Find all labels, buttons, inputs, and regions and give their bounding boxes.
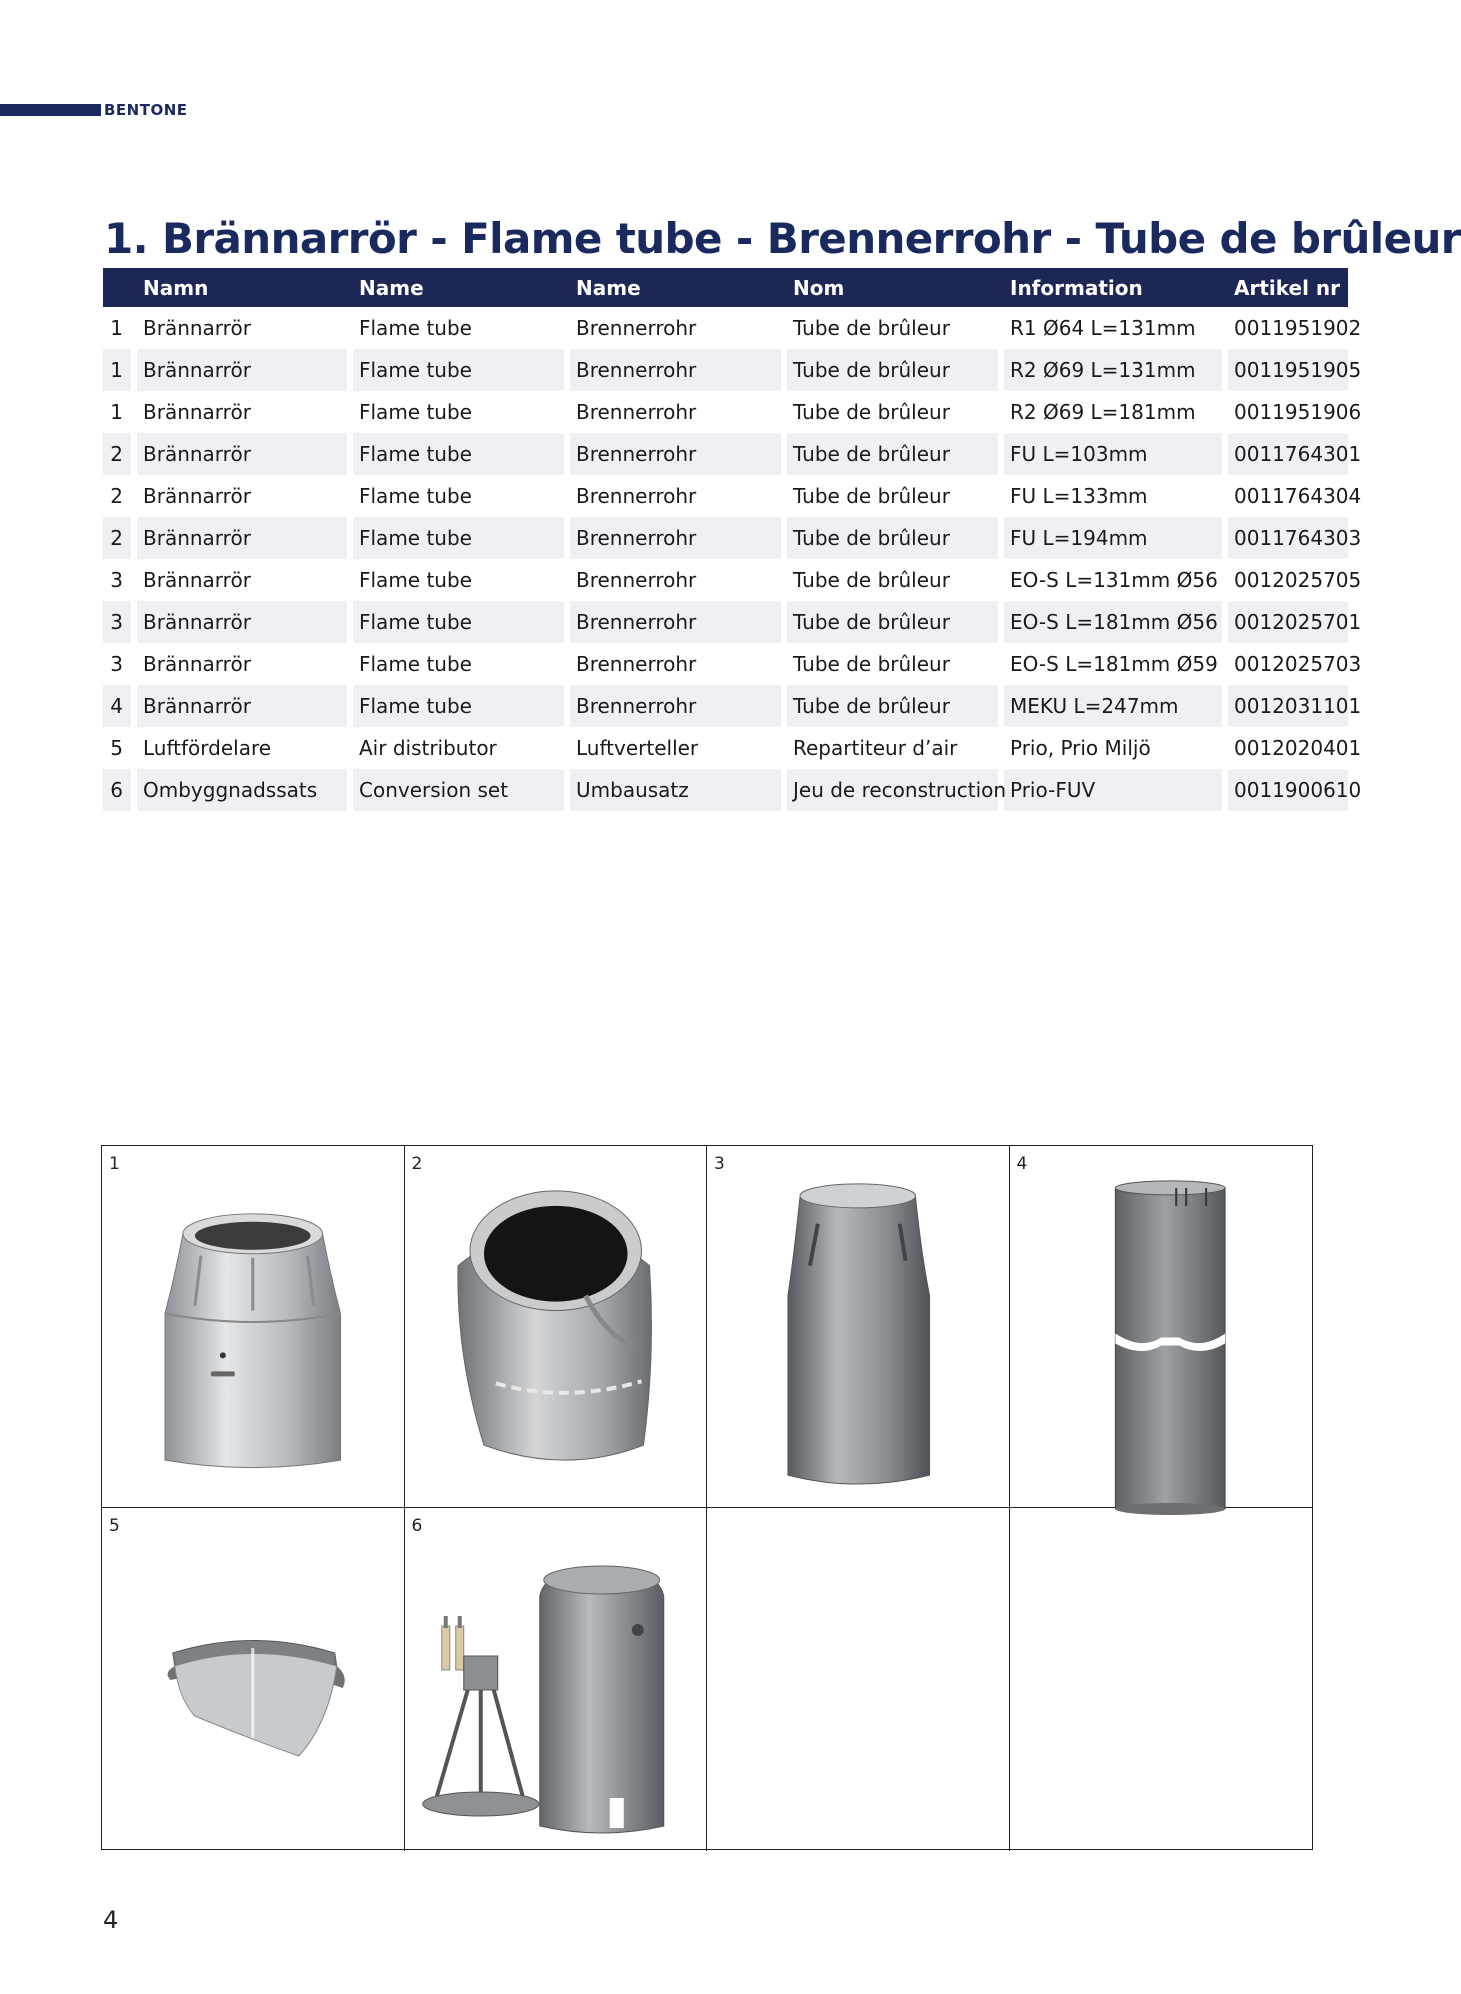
cell-name-en: Air distributor bbox=[353, 727, 570, 769]
air-distributor-icon bbox=[102, 1508, 404, 1851]
conversion-set-icon bbox=[405, 1508, 707, 1851]
cell-nom: Tube de brûleur bbox=[787, 307, 1004, 349]
cell-nom: Tube de brûleur bbox=[787, 517, 1004, 559]
cell-name-de: Brennerrohr bbox=[570, 559, 787, 601]
cell-nom: Tube de brûleur bbox=[787, 643, 1004, 685]
cell-nom: Jeu de reconstruction bbox=[787, 769, 1004, 811]
photo-grid bbox=[101, 1145, 1313, 1850]
cell-name-de: Brennerrohr bbox=[570, 475, 787, 517]
cell-num: 1 bbox=[103, 307, 137, 349]
cell-nom: Tube de brûleur bbox=[787, 349, 1004, 391]
photo-cell bbox=[405, 1146, 708, 1508]
parts-table bbox=[103, 268, 1362, 811]
table-row bbox=[103, 475, 1348, 517]
table-row bbox=[103, 349, 1348, 391]
cell-namn: Brännarrör bbox=[137, 307, 353, 349]
cell-artikel-nr: 0011764304 bbox=[1234, 484, 1362, 508]
table-row bbox=[103, 643, 1348, 685]
table-row bbox=[103, 769, 1348, 811]
cell-nom: Tube de brûleur bbox=[787, 601, 1004, 643]
cell-information: EO-S L=131mm Ø56 bbox=[1004, 559, 1228, 601]
cell-information: FU L=133mm bbox=[1004, 475, 1228, 517]
cell-name-en: Flame tube bbox=[353, 601, 570, 643]
header-cell-artikel-nr: Artikel nr bbox=[1228, 268, 1348, 307]
photo-cell-empty bbox=[707, 1508, 1010, 1851]
cell-name-de: Brennerrohr bbox=[570, 433, 787, 475]
header-cell-name-en: Name bbox=[353, 268, 570, 307]
cell-name-de: Brennerrohr bbox=[570, 643, 787, 685]
cell-nom: Tube de brûleur bbox=[787, 433, 1004, 475]
table-row bbox=[103, 685, 1348, 727]
cell-name-en: Conversion set bbox=[353, 769, 570, 811]
cell-artikel-nr: 0012020401 bbox=[1234, 736, 1362, 760]
cell-namn: Brännarrör bbox=[137, 517, 353, 559]
header-cell-information: Information bbox=[1004, 268, 1228, 307]
cell-artikel-nr: 0011900610 bbox=[1228, 769, 1348, 811]
cell-information: Prio, Prio Miljö bbox=[1004, 727, 1228, 769]
cell-name-en: Flame tube bbox=[353, 391, 570, 433]
cell-artikel-nr: 0012025701 bbox=[1228, 601, 1348, 643]
brand-bar bbox=[0, 104, 101, 116]
cell-namn: Luftfördelare bbox=[137, 727, 353, 769]
photo-cell bbox=[405, 1508, 708, 1851]
cell-information: MEKU L=247mm bbox=[1004, 685, 1228, 727]
cell-name-en: Flame tube bbox=[353, 475, 570, 517]
table-header-row bbox=[103, 268, 1348, 307]
cell-artikel-nr: 0011951906 bbox=[1234, 400, 1362, 424]
brand-name: BENTONE bbox=[104, 101, 188, 119]
cell-name-de: Brennerrohr bbox=[570, 307, 787, 349]
cell-artikel-nr: 0011764303 bbox=[1228, 517, 1348, 559]
photo-number: 2 bbox=[411, 1154, 423, 1174]
table-row bbox=[103, 601, 1348, 643]
cell-nom: Tube de brûleur bbox=[787, 475, 1004, 517]
cell-name-en: Flame tube bbox=[353, 643, 570, 685]
table-row bbox=[103, 307, 1348, 349]
table-row bbox=[103, 517, 1348, 559]
cell-artikel-nr: 0011951902 bbox=[1234, 316, 1362, 340]
cell-namn: Brännarrör bbox=[137, 559, 353, 601]
cell-namn: Brännarrör bbox=[137, 433, 353, 475]
flame-tube-r-icon bbox=[102, 1146, 404, 1507]
cell-namn: Brännarrör bbox=[137, 643, 353, 685]
cell-artikel-nr: 0012031101 bbox=[1228, 685, 1348, 727]
photo-cell bbox=[1010, 1146, 1313, 1508]
cell-name-de: Umbausatz bbox=[570, 769, 787, 811]
cell-information: EO-S L=181mm Ø56 bbox=[1004, 601, 1228, 643]
photo-number: 4 bbox=[1016, 1154, 1028, 1174]
cell-num: 3 bbox=[103, 601, 137, 643]
cell-namn: Brännarrör bbox=[137, 349, 353, 391]
cell-num: 2 bbox=[103, 517, 137, 559]
cell-name-en: Flame tube bbox=[353, 349, 570, 391]
cell-name-de: Brennerrohr bbox=[570, 349, 787, 391]
header-cell-namn: Namn bbox=[137, 268, 353, 307]
cell-artikel-nr: 0011764301 bbox=[1228, 433, 1348, 475]
page-number: 4 bbox=[103, 1906, 119, 1934]
cell-nom: Tube de brûleur bbox=[787, 391, 1004, 433]
cell-artikel-nr: 0011951905 bbox=[1228, 349, 1348, 391]
page-title: 1. Brännarrör - Flame tube - Brennerrohr - Tube de brûleur bbox=[104, 214, 1461, 263]
cell-name-de: Brennerrohr bbox=[570, 517, 787, 559]
cell-nom: Tube de brûleur bbox=[787, 685, 1004, 727]
cell-name-en: Flame tube bbox=[353, 433, 570, 475]
cell-artikel-nr: 0012025703 bbox=[1234, 652, 1362, 676]
cell-namn: Brännarrör bbox=[137, 685, 353, 727]
header-cell-name-de: Name bbox=[570, 268, 787, 307]
cell-namn: Brännarrör bbox=[137, 601, 353, 643]
cell-name-de: Brennerrohr bbox=[570, 685, 787, 727]
table-row bbox=[103, 433, 1348, 475]
cell-artikel-nr: 0012025705 bbox=[1234, 568, 1362, 592]
photo-number: 1 bbox=[109, 1154, 120, 1174]
cell-information: R1 Ø64 L=131mm bbox=[1004, 307, 1228, 349]
cell-name-en: Flame tube bbox=[353, 559, 570, 601]
table-row bbox=[103, 727, 1348, 769]
cell-num: 2 bbox=[103, 433, 137, 475]
photo-number: 6 bbox=[411, 1516, 423, 1536]
cell-num: 1 bbox=[103, 391, 137, 433]
cell-num: 3 bbox=[103, 643, 137, 685]
photo-cell-empty bbox=[1010, 1508, 1313, 1851]
photo-number: 3 bbox=[714, 1154, 725, 1174]
flame-tube-meku-icon bbox=[1010, 1146, 1313, 1507]
flame-tube-eos-icon bbox=[707, 1146, 1009, 1507]
cell-num: 3 bbox=[103, 559, 137, 601]
cell-num: 5 bbox=[103, 727, 137, 769]
cell-nom: Tube de brûleur bbox=[787, 559, 1004, 601]
cell-information: FU L=194mm bbox=[1004, 517, 1228, 559]
photo-number: 5 bbox=[109, 1516, 120, 1536]
cell-namn: Brännarrör bbox=[137, 475, 353, 517]
cell-information: R2 Ø69 L=181mm bbox=[1004, 391, 1228, 433]
cell-nom: Repartiteur d’air bbox=[787, 727, 1004, 769]
cell-name-de: Brennerrohr bbox=[570, 391, 787, 433]
table-row bbox=[103, 559, 1348, 601]
cell-name-en: Flame tube bbox=[353, 517, 570, 559]
cell-num: 4 bbox=[103, 685, 137, 727]
photo-cell bbox=[707, 1146, 1010, 1508]
photo-cell bbox=[102, 1508, 405, 1851]
cell-namn: Brännarrör bbox=[137, 391, 353, 433]
cell-num: 6 bbox=[103, 769, 137, 811]
cell-information: FU L=103mm bbox=[1004, 433, 1228, 475]
cell-information: EO-S L=181mm Ø59 bbox=[1004, 643, 1228, 685]
cell-num: 1 bbox=[103, 349, 137, 391]
cell-name-en: Flame tube bbox=[353, 307, 570, 349]
photo-cell bbox=[102, 1146, 405, 1508]
cell-num: 2 bbox=[103, 475, 137, 517]
cell-name-en: Flame tube bbox=[353, 685, 570, 727]
cell-name-de: Luftverteller bbox=[570, 727, 787, 769]
cell-information: R2 Ø69 L=131mm bbox=[1004, 349, 1228, 391]
cell-name-de: Brennerrohr bbox=[570, 601, 787, 643]
cell-namn: Ombyggnadssats bbox=[137, 769, 353, 811]
header-cell-nom: Nom bbox=[787, 268, 1004, 307]
flame-tube-fu-icon bbox=[405, 1146, 707, 1507]
table-row bbox=[103, 391, 1348, 433]
header-cell-num bbox=[103, 268, 137, 307]
cell-information: Prio-FUV bbox=[1004, 769, 1228, 811]
